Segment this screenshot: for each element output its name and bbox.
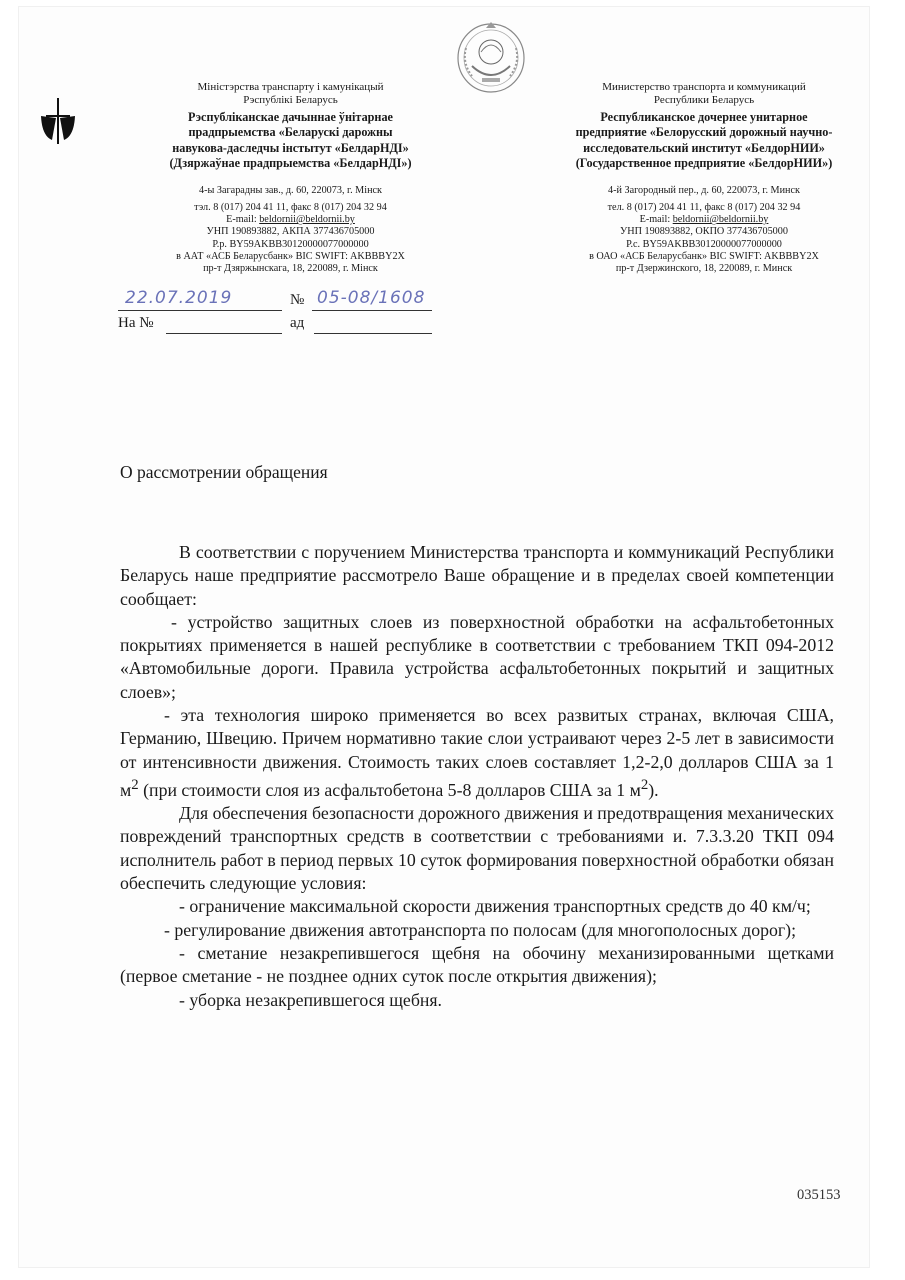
header-left bbox=[118, 81, 463, 275]
org-name-line: предприятие «Белорусский дорожный научно- bbox=[575, 125, 833, 140]
institute-logo-icon bbox=[38, 96, 78, 146]
paragraph bbox=[120, 704, 834, 802]
email-label: E-mail: bbox=[639, 214, 673, 226]
paragraph: - ограничение максимальной скорости движения транспортных средств до 40 км/ч; bbox=[179, 896, 811, 917]
ministry-name: Министерство транспорта и коммуникаций bbox=[602, 81, 806, 93]
org-name-line: Республиканское дочернее унитарное bbox=[600, 109, 808, 124]
ref-from-label: ад bbox=[290, 315, 305, 331]
bank-name: в ААТ «АСБ Беларусбанк» BIC SWIFT: AKBBBY2X bbox=[176, 250, 405, 262]
date-underline bbox=[118, 310, 282, 311]
paragraph-text: (при стоимости слоя из асфальтобетона 5-8 долларов США за 1 м bbox=[138, 779, 641, 800]
address: 4-ы Загарадны зав., д. 60, 220073, г. Мінск bbox=[199, 184, 382, 196]
ref-label: На № bbox=[118, 315, 154, 331]
email-link[interactable]: beldornii@beldornii.by bbox=[672, 214, 769, 226]
bank-address: пр-т Дзяржынскага, 18, 220089, г. Мінск bbox=[203, 263, 378, 275]
email-label: E-mail: bbox=[226, 214, 260, 226]
paragraph: - сметание незакрепившегося щебня на обочину механизированными щетками (первое сметание - не позднее одних суток после открытия движения); bbox=[120, 942, 834, 987]
bank-address: пр-т Дзержинского, 18, 220089, г. Минск bbox=[615, 263, 793, 275]
state-emblem-icon bbox=[452, 18, 530, 96]
org-name-line: Рэспубліканскае дачыннае ўнітарнае bbox=[188, 109, 393, 124]
bank-account: Р.р. BY59AKBB30120000077000000 bbox=[212, 238, 369, 250]
phone: тел. 8 (017) 204 41 11, факс 8 (017) 204 32 94 bbox=[607, 202, 801, 214]
ref-underline bbox=[166, 333, 282, 334]
bank-account: Р.с. BY59AKBB30120000077000000 bbox=[626, 238, 782, 250]
date-handwritten: 22.07.2019 bbox=[125, 288, 233, 308]
number-handwritten: 05-08/1608 bbox=[317, 288, 426, 308]
paragraph-text: - эта технология широко применяется во всех развитых странах, включая США, Германию, Швецию. Причем нормативно такие слои устраивают через 2-5 лет в зависимости от интенсивности движения. Стоимость таких слоев составляет 1,2-2,0 долларов США за 1 м bbox=[120, 705, 834, 800]
ref-from-underline bbox=[314, 333, 432, 334]
unp: УНП 190893882, ОКПО 377436705000 bbox=[620, 226, 788, 238]
email-link[interactable]: beldornii@beldornii.by bbox=[259, 214, 355, 226]
number-underline bbox=[312, 310, 432, 311]
superscript: 2 bbox=[131, 776, 139, 793]
address: 4-й Загородный пер., д. 60, 220073, г. Минск bbox=[608, 184, 800, 196]
paragraph: - уборка незакрепившегося щебня. bbox=[179, 989, 443, 1010]
bank-name: в ОАО «АСБ Беларусбанк» BIC SWIFT: AKBBBY2X bbox=[589, 250, 819, 262]
number-label: № bbox=[290, 292, 305, 308]
paragraph: - устройство защитных слоев из поверхностной обработки на асфальтобетонных покрытиях применяется в нашей республике в соответствии с требованием ТКП 094-2012 «Автомобильные дороги. Правила устройства асфальтобетонных покрытий и защитных слоев»; bbox=[120, 611, 834, 702]
letter-body bbox=[120, 541, 834, 1012]
paragraph: В соответствии с поручением Министерства транспорта и коммуникаций Республики Беларусь наше предприятие рассмотрело Ваше обращение и в пределах своей компетенции сообщает: bbox=[120, 542, 834, 609]
org-name-line: исследовательский институт «БелдорНИИ» bbox=[583, 140, 825, 155]
paragraph: Для обеспечения безопасности дорожного движения и предотвращения механических повреждений транспортных средств в соответствии с требованиями и. 7.3.3.20 ТКП 094 исполнитель работ в период первых 10 суток формирования поверхностной обработки обязан обеспечить следующие условия: bbox=[120, 803, 834, 894]
superscript: 2 bbox=[640, 776, 649, 793]
org-name-line: (Дзяржаўнае прадпрыемства «БелдарНДІ») bbox=[169, 156, 412, 171]
paragraph: - регулирование движения автотранспорта по полосам (для многополосных дорог); bbox=[164, 919, 797, 940]
document-number: 035153 bbox=[797, 1187, 841, 1203]
ministry-country: Республики Беларусь bbox=[653, 94, 755, 107]
ministry-country: Рэспублікі Беларусь bbox=[243, 94, 338, 107]
unp: УНП 190893882, АКПА 377436705000 bbox=[206, 226, 375, 238]
org-name-line: навукова-даследчы інстытут «БелдарНДІ» bbox=[172, 140, 409, 155]
org-name-line: (Государственное предприятие «БелдорНИИ») bbox=[575, 156, 833, 171]
org-name-line: прадпрыемства «Беларускі дарожны bbox=[188, 125, 393, 140]
paragraph-text: ). bbox=[648, 779, 659, 800]
letter-subject: О рассмотрении обращения bbox=[120, 462, 328, 482]
ministry-name: Міністэрства транспарту і камунікацый bbox=[197, 81, 384, 93]
phone: тэл. 8 (017) 204 41 11, факс 8 (017) 204 32 94 bbox=[194, 202, 387, 214]
header-right bbox=[528, 81, 880, 275]
